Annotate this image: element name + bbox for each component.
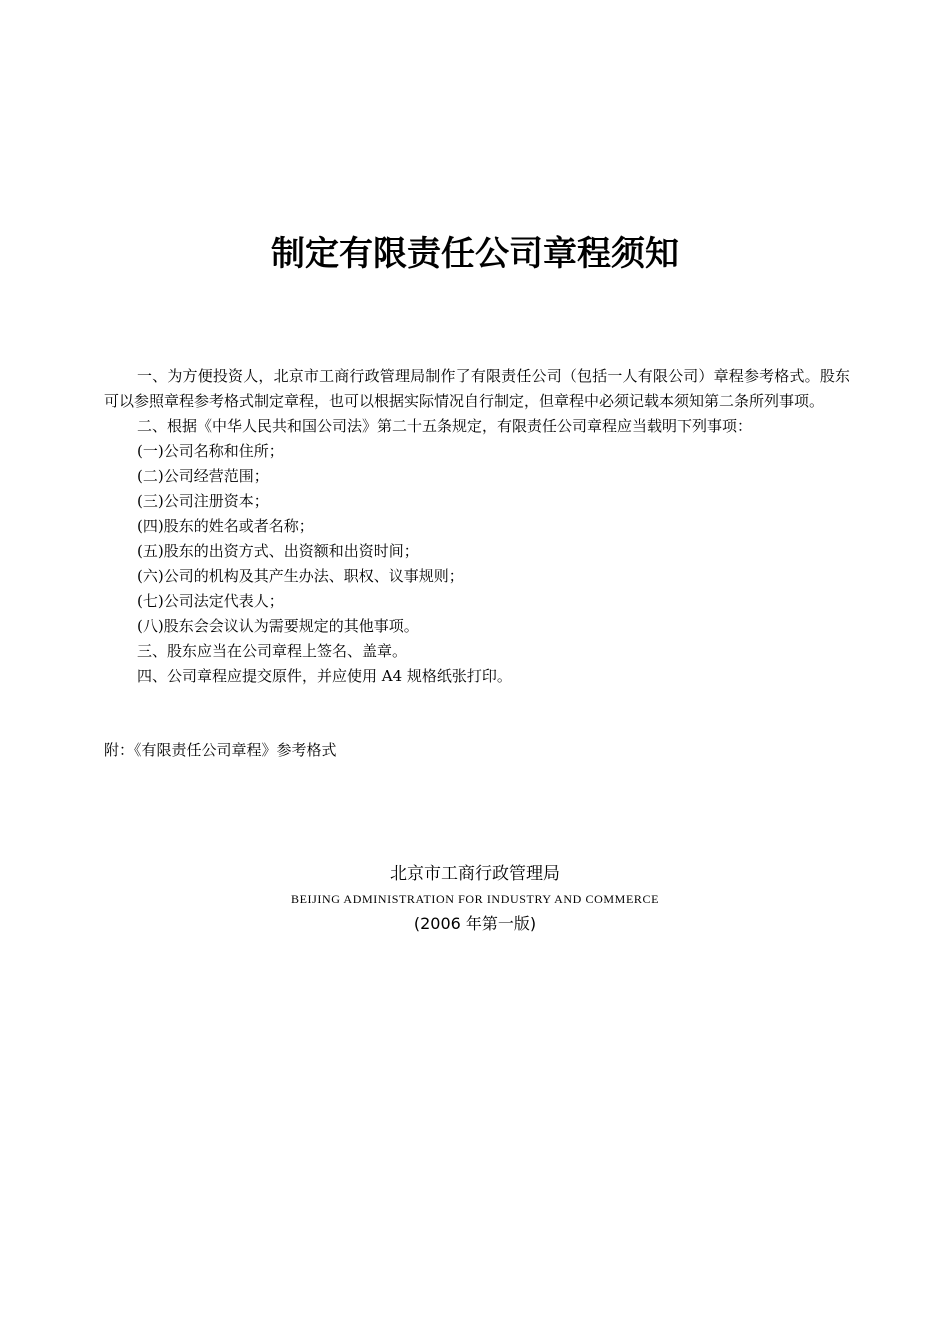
list-item: (四)股东的姓名或者名称；	[137, 517, 314, 535]
edition-label: (2006 年第一版)	[413, 914, 537, 933]
paragraph-4: 四、公司章程应提交原件，并应使用 A4 规格纸张打印。	[137, 667, 512, 685]
paragraph-2: 二、根据《中华人民共和国公司法》第二十五条规定，有限责任公司章程应当载明下列事项：	[137, 417, 753, 435]
list-item: (三)公司注册资本；	[137, 492, 269, 510]
issuer-name-en: BEIJING ADMINISTRATION FOR INDUSTRY AND COMMERCE	[290, 892, 660, 906]
paragraph-1: 一、为方便投资人，北京市工商行政管理局制作了有限责任公司（包括一人有限公司）章程参考格式。股东可以参照章程参考格式制定章程，也可以根据实际情况自行制定，但章程中必须记载本须知第二条所列事项。	[104, 367, 850, 410]
issuer-name-cn: 北京市工商行政管理局	[390, 864, 560, 884]
list-item: (一)公司名称和住所；	[137, 442, 284, 460]
list-item: (五)股东的出资方式、出资额和出资时间；	[137, 542, 419, 560]
document-body	[104, 364, 850, 689]
appendix-note: 附：《有限责任公司章程》参考格式	[104, 741, 337, 759]
list-item: (六)公司的机构及其产生办法、职权、议事规则；	[137, 567, 464, 585]
list-item: (七)公司法定代表人；	[137, 592, 284, 610]
page-title: 制定有限责任公司章程须知	[271, 234, 679, 274]
list-item: (二)公司经营范围；	[137, 467, 269, 485]
issuer-block	[0, 862, 950, 936]
paragraph-3: 三、股东应当在公司章程上签名、盖章。	[137, 642, 408, 660]
list-item: (八)股东会会议认为需要规定的其他事项。	[137, 617, 419, 635]
